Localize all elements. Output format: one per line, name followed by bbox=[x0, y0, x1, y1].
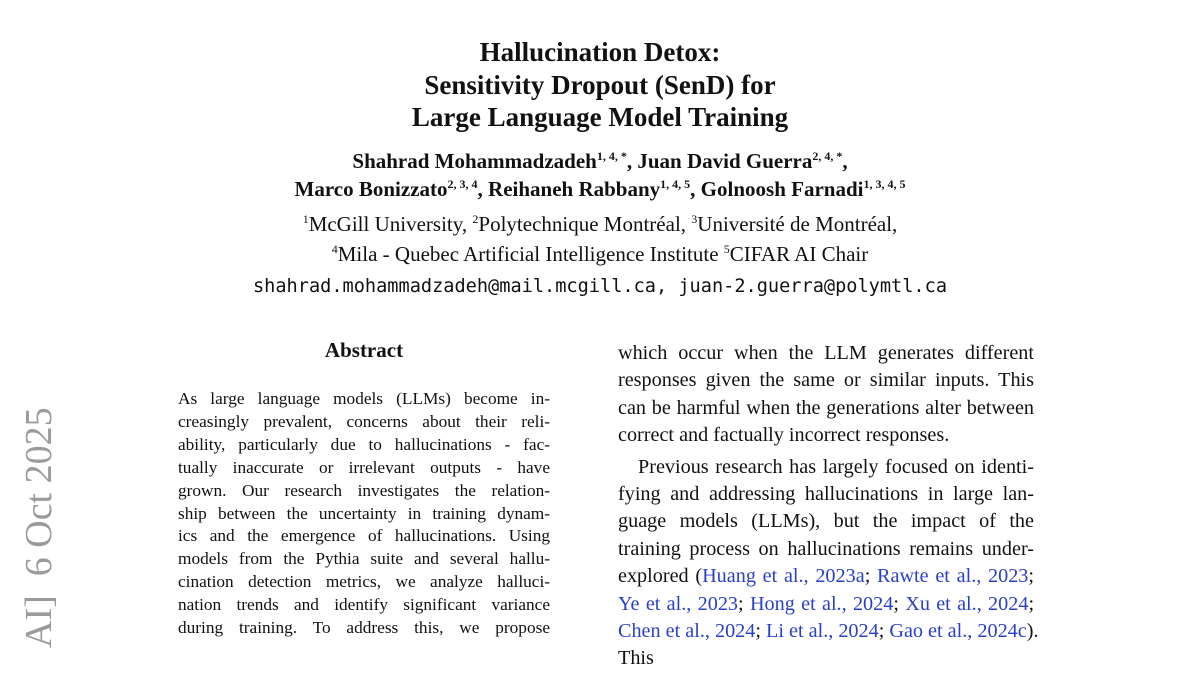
affiliation-line bbox=[0, 239, 1200, 269]
author-name: Juan David Guerra bbox=[637, 149, 813, 173]
abstract-line: ics and the emergence of hallucinations. Using bbox=[178, 526, 550, 546]
abstract-heading: Abstract bbox=[324, 338, 404, 362]
body-line: can be harmful when the generations alter between bbox=[618, 396, 1034, 419]
body-line: responses given the same or similar inputs. This bbox=[618, 369, 1034, 392]
author-affil-sup: 1, 3, 4, 5 bbox=[863, 177, 906, 191]
author-affil-sup: 2, 3, 4 bbox=[447, 177, 478, 191]
body-line: which occur when the LLM generates different bbox=[618, 342, 1034, 364]
title-line: Hallucination Detox: bbox=[479, 37, 721, 67]
body-line: Ye et al., 2023; Hong et al., 2024; Xu et al., 2024; bbox=[618, 592, 1035, 615]
author-emails: shahrad.mohammadzadeh@mail.mcgill.ca, juan-2.guerra@polymtl.ca bbox=[252, 276, 948, 297]
author-sep: , bbox=[842, 149, 848, 173]
affil-sup: 3 bbox=[691, 212, 698, 226]
body-line: guage models (LLMs), but the impact of the bbox=[618, 510, 1034, 533]
citation-link[interactable]: Xu et al., 2024 bbox=[905, 592, 1029, 615]
affil-text: Mila - Quebec Artificial Intelligence Institute bbox=[337, 242, 724, 266]
abstract-line: As large language models (LLMs) become in- bbox=[178, 389, 550, 408]
affil-sup: 4 bbox=[331, 242, 338, 256]
body-line: correct and factually incorrect responses. bbox=[618, 424, 950, 447]
citation-link[interactable]: Ye et al., 2023 bbox=[618, 592, 739, 615]
body-line: training process on hallucinations remains under- bbox=[618, 537, 1034, 560]
affil-text: Polytechnique Montréal, bbox=[478, 212, 692, 236]
title-line: Large Language Model Training bbox=[411, 102, 789, 132]
citation-link[interactable]: Gao et al., 2024c bbox=[889, 620, 1027, 643]
citation-link[interactable]: Chen et al., 2024 bbox=[618, 620, 756, 643]
affil-text: CIFAR AI Chair bbox=[729, 242, 869, 266]
author-affil-sup: 2, 4, * bbox=[812, 149, 843, 163]
author-affil-sup: 1, 4, * bbox=[596, 149, 627, 163]
abstract-line: grown. Our research investigates the relation- bbox=[178, 480, 550, 500]
arxiv-stamp-text: AI] 6 Oct 2025 bbox=[18, 407, 60, 648]
affil-text: McGill University, bbox=[308, 212, 473, 236]
author-line bbox=[0, 175, 1200, 203]
citation-link[interactable]: Rawte et al., 2023 bbox=[877, 565, 1029, 588]
abstract-line: creasingly prevalent, concerns about their reli- bbox=[178, 411, 550, 431]
abstract-line: ship between the uncertainty in training dynam- bbox=[178, 503, 550, 523]
author-name: Golnoosh Farnadi bbox=[700, 177, 864, 201]
body-line: explored (Huang et al., 2023a; Rawte et al., 2023; bbox=[618, 565, 1035, 588]
author-name: Reihaneh Rabbany bbox=[488, 177, 661, 201]
author-name: Marco Bonizzato bbox=[294, 177, 448, 201]
text-run: ). bbox=[1026, 620, 1039, 643]
affil-sup: 1 bbox=[302, 212, 309, 226]
citation-link[interactable]: Li et al., 2024 bbox=[766, 620, 879, 643]
abstract-line: cination detection metrics, we analyze halluci- bbox=[178, 572, 550, 592]
text-run: explored ( bbox=[618, 565, 703, 588]
body-line: Previous research has largely focused on identi- bbox=[638, 455, 1034, 478]
author-sep: , bbox=[690, 177, 701, 201]
title-line: Sensitivity Dropout (SenD) for bbox=[424, 69, 776, 100]
author-sep: , bbox=[626, 149, 638, 173]
affil-sup: 5 bbox=[723, 242, 730, 256]
arxiv-stamp bbox=[12, 128, 66, 648]
citation-link[interactable]: Huang et al., 2023a bbox=[702, 565, 865, 588]
abstract-line: during training. To address this, we propose bbox=[178, 618, 550, 638]
body-line: fying and addressing hallucinations in large lan- bbox=[618, 483, 1034, 506]
abstract-line: nation trends and identify significant variance bbox=[178, 595, 550, 615]
body-line: Chen et al., 2024; Li et al., 2024; Gao et al., 2024c). bbox=[618, 620, 1039, 643]
affil-sup: 2 bbox=[472, 212, 479, 226]
author-name: Shahrad Mohammadzadeh bbox=[352, 149, 597, 173]
citation-link[interactable]: Hong et al., 2024 bbox=[749, 592, 894, 615]
abstract-body bbox=[178, 388, 550, 640]
paper-title bbox=[0, 36, 1200, 134]
abstract-line: ability, particularly due to hallucinations - fac- bbox=[178, 434, 550, 454]
author-line bbox=[0, 147, 1200, 175]
abstract-line: tually inaccurate or irrelevant outputs - have bbox=[178, 457, 550, 477]
affiliations bbox=[0, 209, 1200, 269]
intro-column bbox=[618, 340, 1039, 673]
affiliation-line bbox=[0, 209, 1200, 239]
body-line: This bbox=[618, 647, 654, 670]
affil-text: Université de Montréal, bbox=[697, 212, 898, 236]
abstract-line: models from the Pythia suite and several hallu- bbox=[178, 549, 550, 569]
author-list bbox=[0, 147, 1200, 203]
author-affil-sup: 1, 4, 5 bbox=[660, 177, 691, 191]
author-sep: , bbox=[477, 177, 489, 201]
